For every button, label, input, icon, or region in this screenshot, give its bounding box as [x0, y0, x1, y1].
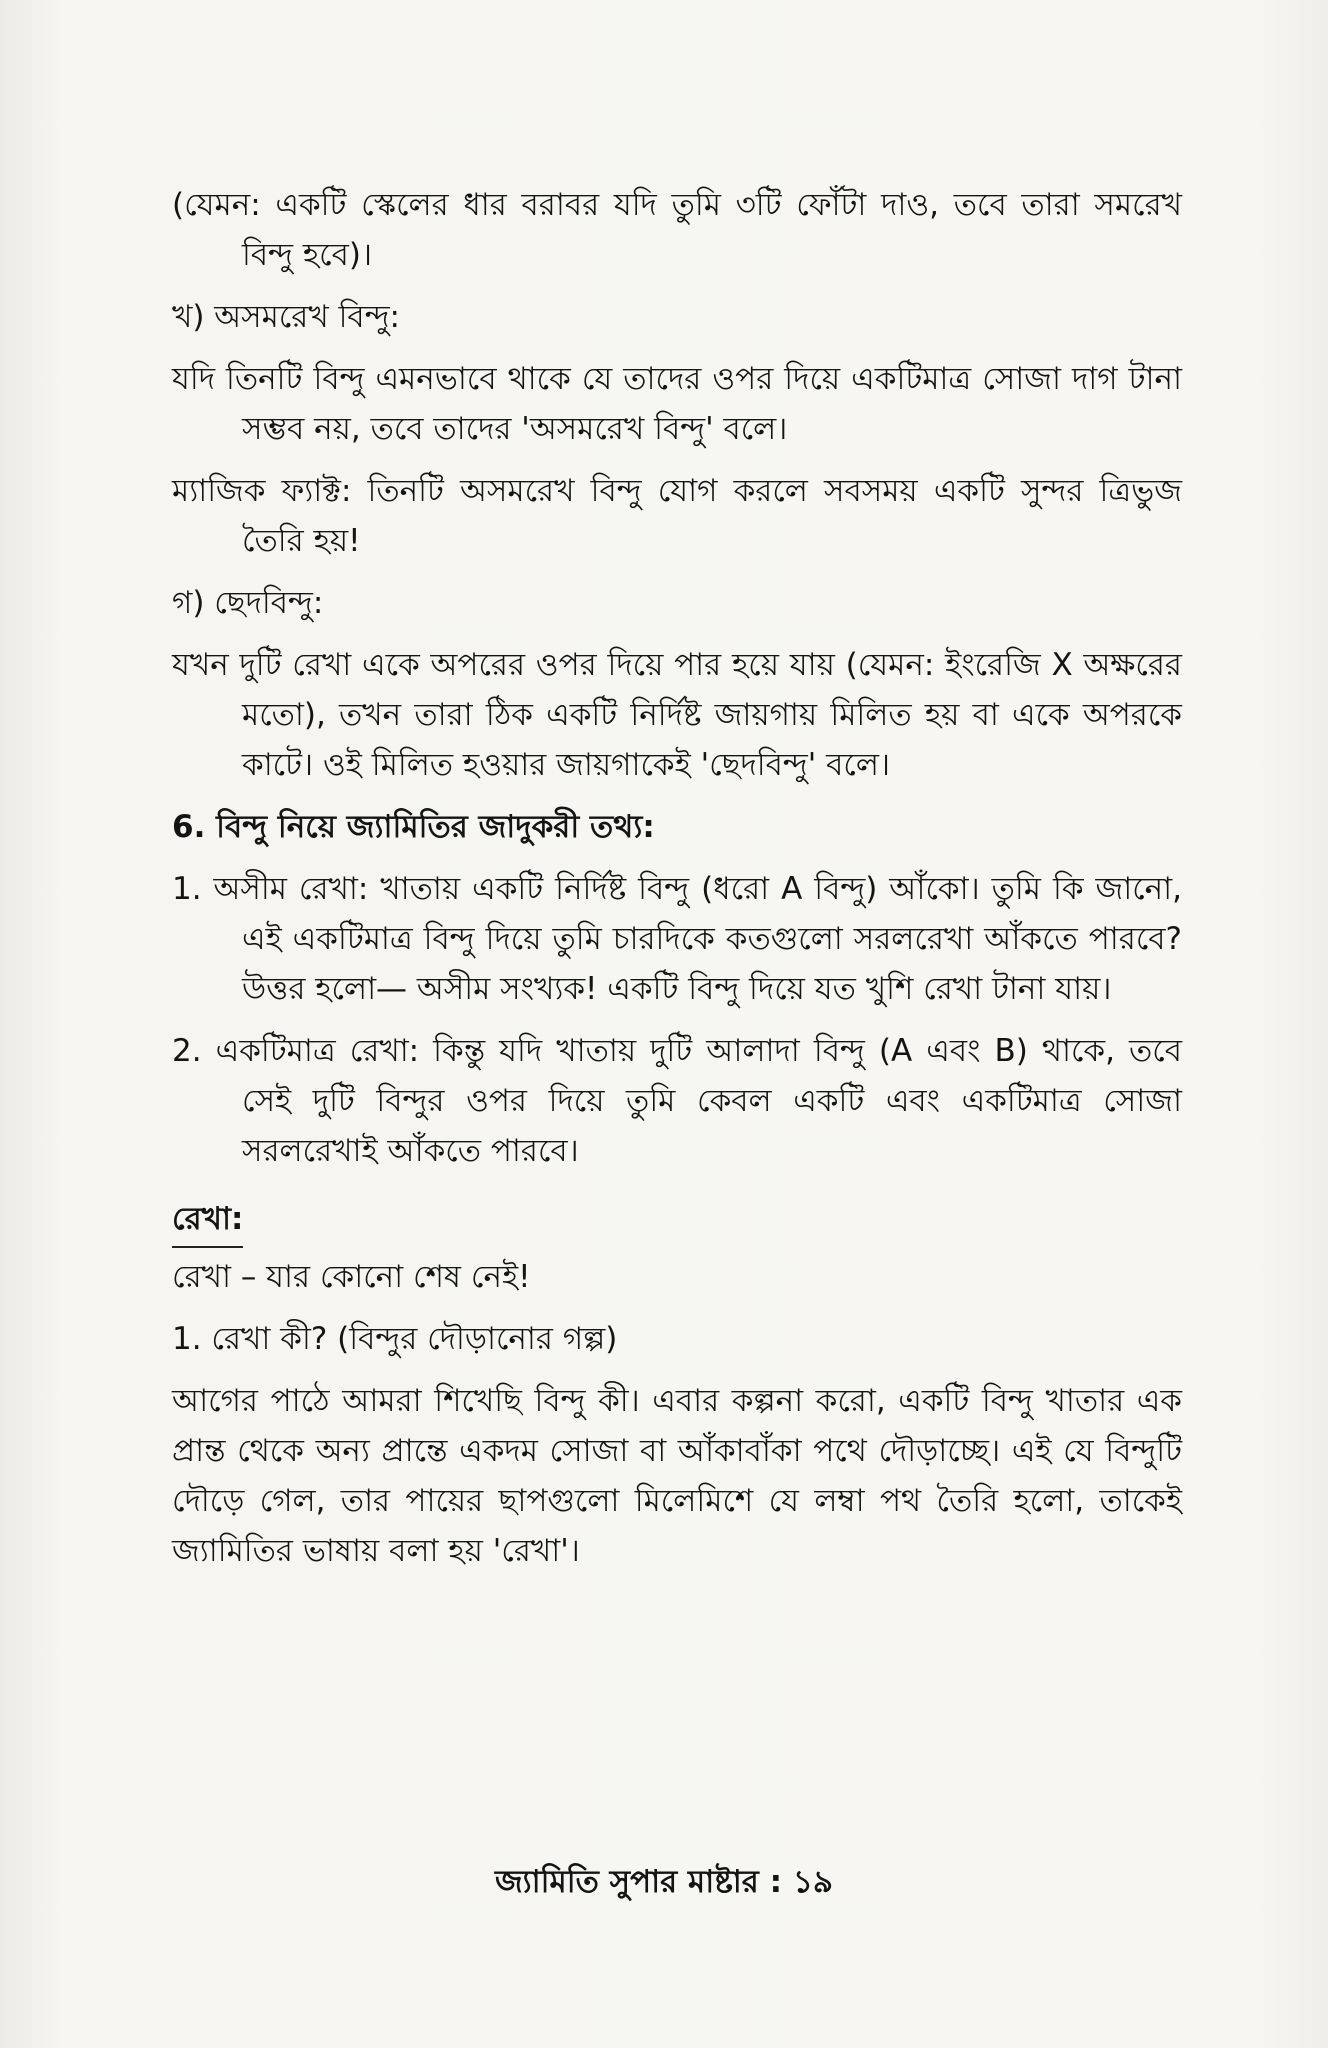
list-item-infinite-lines: 1. অসীম রেখা: খাতায় একটি নির্দিষ্ট বিন্দু (ধরো A বিন্দু) আঁকো। তুমি কি জানো, এই একটিমাত্র বিন্দু দিয়ে তুমি চারদিকে কতগুলো সরলরেখা আঁকতে পারবে? উত্তর হলো— অসীম সংখ্যক! একটি বিন্দু দিয়ে যত খুশি রেখা টানা যায়। [172, 871, 1182, 1007]
paragraph-line-story: আগের পাঠে আমরা শিখেছি বিন্দু কী। এবার কল্পনা করো, একটি বিন্দু খাতার এক প্রান্ত থেকে অন্য প্রান্তে একদম সোজা বা আঁকাবাঁকা পথে দৌড়াচ্ছে। এই যে বিন্দুটি দৌড়ে গেল, তার পায়ের ছাপগুলো মিলেমিশে যে লম্বা পথ তৈরি হলো, তাকেই জ্যামিতির ভাষায় বলা হয় 'রেখা'। [172, 1383, 1182, 1569]
paragraph-example-collinear: (যেমন: একটি স্কেলের ধার বরাবর যদি তুমি ৩টি ফোঁটা দাও, তবে তারা সমরেখ বিন্দু হবে)। [172, 187, 1182, 273]
page-footer: জ্যামিতি সুপার মাষ্টার : ১৯ [494, 1864, 834, 1900]
paragraph-non-collinear-definition: যদি তিনটি বিন্দু এমনভাবে থাকে যে তাদের ওপর দিয়ে একটিমাত্র সোজা দাগ টানা সম্ভব নয়, তবে তাদের 'অসমরেখ বিন্দু' বলে। [172, 361, 1182, 447]
heading-non-collinear-points: খ) অসমরেখ বিন্দু: [172, 299, 401, 335]
heading-line-section: রেখা: [172, 1194, 243, 1248]
paragraph-intersection-definition: যখন দুটি রেখা একে অপরের ওপর দিয়ে পার হয়ে যায় (যেমন: ইংরেজি X অক্ষরের মতো), তখন তারা ঠিক একটি নির্দিষ্ট জায়গায় মিলিত হয় বা একে অপরকে কাটে। ওই মিলিত হওয়ার জায়গাকেই 'ছেদবিন্দু' বলে। [172, 647, 1182, 783]
paragraph-magic-fact: ম্যাজিক ফ্যাক্ট: তিনটি অসমরেখ বিন্দু যোগ করলে সবসময় একটি সুন্দর ত্রিভুজ তৈরি হয়! [172, 473, 1182, 559]
paragraph-what-is-line: 1. রেখা কী? (বিন্দুর দৌড়ানোর গল্প) [172, 1321, 618, 1357]
page-body [172, 180, 1182, 1588]
list-item-single-line: 2. একটিমাত্র রেখা: কিন্তু যদি খাতায় দুটি আলাদা বিন্দু (A এবং B) থাকে, তবে সেই দুটি বিন্দুর ওপর দিয়ে তুমি কেবল একটি এবং একটিমাত্র সোজা সরলরেখাই আঁকতে পারবে। [172, 1033, 1182, 1169]
heading-intersection-point: গ) ছেদবিন্দু: [172, 585, 324, 621]
paragraph-line-tagline: রেখা – যার কোনো শেষ নেই! [172, 1259, 531, 1295]
heading-magic-facts-section: 6. বিন্দু নিয়ে জ্যামিতির জাদুকরী তথ্য: [172, 809, 655, 845]
